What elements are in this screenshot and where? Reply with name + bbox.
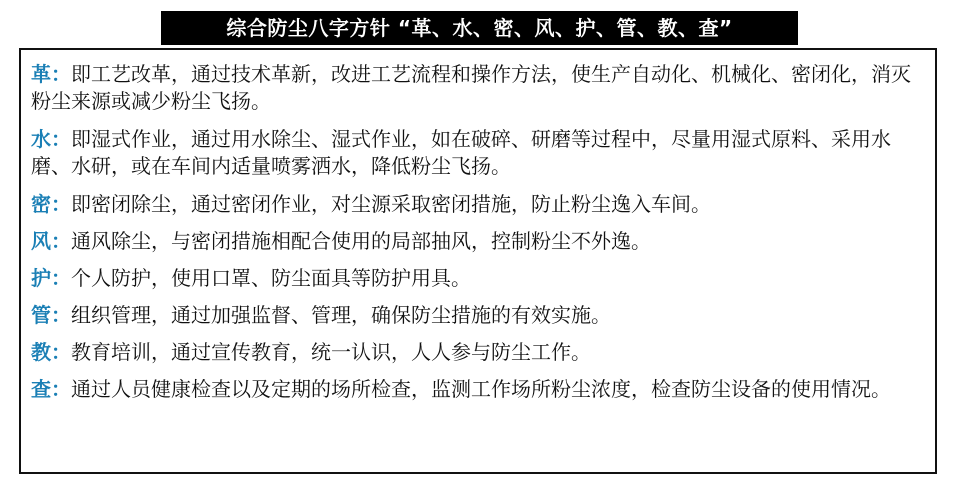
item-term: 护： (31, 266, 71, 290)
item-hu (31, 265, 919, 292)
item-feng (31, 228, 919, 255)
item-desc: 个人防护，使用口罩、防尘面具等防护用具。 (71, 266, 471, 290)
item-mi (31, 191, 919, 218)
item-guan (31, 302, 919, 329)
item-ge (31, 61, 919, 115)
principles-panel (19, 48, 937, 474)
item-desc: 组织管理，通过加强监督、管理，确保防尘措施的有效实施。 (71, 303, 611, 327)
item-term: 管： (31, 303, 71, 327)
item-desc: 即密闭除尘，通过密闭作业，对尘源采取密闭措施，防止粉尘逸入车间。 (71, 192, 711, 216)
item-desc: 教育培训，通过宣传教育，统一认识，人人参与防尘工作。 (71, 340, 591, 364)
item-desc: 即湿式作业，通过用水除尘、湿式作业，如在破碎、研磨等过程中，尽量用湿式原料、采用水磨、水研，或在车间内适量喷雾洒水，降低粉尘飞扬。 (31, 127, 891, 178)
item-jiao (31, 339, 919, 366)
item-term: 风： (31, 229, 71, 253)
item-term: 教： (31, 340, 71, 364)
page-title: 综合防尘八字方针 “革、水、密、风、护、管、教、查” (161, 11, 798, 45)
item-shui (31, 126, 919, 180)
item-term: 水： (31, 127, 71, 151)
item-desc: 通风除尘，与密闭措施相配合使用的局部抽风，控制粉尘不外逸。 (71, 229, 651, 253)
item-cha (31, 376, 919, 403)
item-desc: 通过人员健康检查以及定期的场所检查，监测工作场所粉尘浓度，检查防尘设备的使用情况。 (71, 377, 891, 401)
item-term: 革： (31, 62, 71, 86)
item-desc: 即工艺改革，通过技术革新，改进工艺流程和操作方法，使生产自动化、机械化、密闭化，消灭粉尘来源或减少粉尘飞扬。 (31, 62, 911, 113)
item-term: 查： (31, 377, 71, 401)
item-term: 密： (31, 192, 71, 216)
